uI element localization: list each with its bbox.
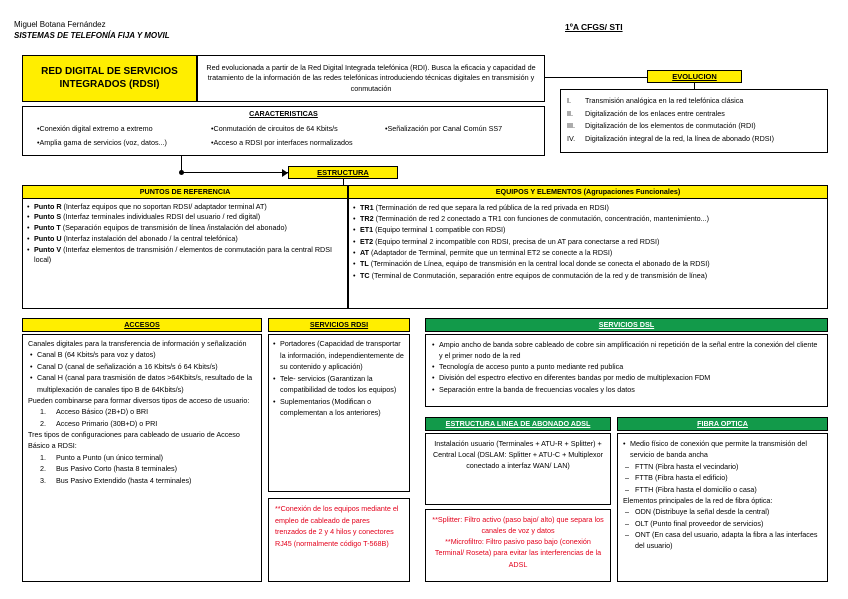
title-box xyxy=(22,55,197,102)
fibra-title: FIBRA OPTICA xyxy=(697,419,748,429)
estructura-title: ESTRUCTURA xyxy=(317,167,369,177)
equipos-title: EQUIPOS Y ELEMENTOS (Agrupaciones Funcionales) xyxy=(349,186,827,199)
equipo-item: • TR1 (Terminación de red que separa la red pública de la red privada en RDSI) xyxy=(353,202,823,213)
equipo-item: • TR2 (Terminación de red 2 conectado a TR1 con funciones de conmutación, concentración, mantenimiento...) xyxy=(353,213,823,224)
configuraciones-list xyxy=(28,452,256,486)
puntos-title: PUNTOS DE REFERENCIA xyxy=(23,186,347,199)
accesos-combine: Pueden combinarse para formar diversos tipos de acceso de usuario: xyxy=(28,395,250,405)
fibra-intro-list xyxy=(623,438,822,461)
caracteristica-item: •Conexión digital extremo a extremo xyxy=(37,124,153,133)
adsl-box xyxy=(425,433,611,505)
subject-title: SISTEMAS DE TELEFONÍA FIJA Y MOVIL xyxy=(14,31,170,40)
servicio-dsl-item: • División del espectro efectivo en diferentes bandas por medio de multiplexacion FDM xyxy=(432,372,821,383)
fibra-elemento-item: – OLT (Punto final proveedor de servicios) xyxy=(623,518,822,529)
adsl-instalacion: Instalación usuario (Terminales + ATU-R + Splitter) + xyxy=(434,439,602,448)
servicios-rdsi-title: SERVICIOS RDSI xyxy=(309,320,369,330)
equipo-item: • TC (Terminal de Conmutación, separación entre equipos de conmutación de la red y de transmisión de línea) xyxy=(353,270,823,281)
puntos-box xyxy=(22,185,348,309)
configuracion-item: 1. Punto a Punto (un único terminal) xyxy=(40,452,164,462)
canales-list xyxy=(28,349,256,395)
accesos-config: Tres tipos de configuraciones para cableado de usuario de Acceso Básico a RDSI: xyxy=(28,430,240,451)
evolucion-item: II. Digitalización de los enlaces entre centrales xyxy=(567,108,725,118)
main-title: RED DIGITAL DE SERVICIOS INTEGRADOS (RDSI) xyxy=(41,66,178,90)
fibra-box xyxy=(617,433,828,582)
servicios-dsl-list xyxy=(432,339,821,395)
evolucion-title: EVOLUCION xyxy=(672,71,717,81)
servicio-rdsi-item: • Portadores (Capacidad de transportar la información, independientemente de su contenido y aplicación) xyxy=(273,338,405,373)
fibra-tipo-item: – FTTN (Fibra hasta el vecindario) xyxy=(623,461,822,472)
estructura-connector-h xyxy=(181,172,288,173)
fibra-elementos-list xyxy=(623,506,822,552)
evolucion-item: IV. Digitalización integral de la red, la línea de abonado (RDSI) xyxy=(567,133,774,143)
punto-item: • Punto T (Separación equipos de transmisión de línea /instalación del abonado) xyxy=(27,223,343,234)
servicios-dsl-title: SERVICIOS DSL xyxy=(598,320,655,330)
tipo-acceso-item: 2. Acceso Primario (30B+D) o PRI xyxy=(40,418,158,428)
punto-item: • Punto R (Interfaz equipos que no soportan RDSI/ adaptador terminal AT) xyxy=(27,202,343,213)
estructura-title-box xyxy=(288,166,398,179)
evolucion-item: I. Transmisión analógica en la red telefónica clásica xyxy=(567,96,744,105)
fibra-elemento-item: – ONT (En casa del usuario, adapta la fibra a las interfaces del usuario) xyxy=(623,529,822,552)
configuracion-item: 3. Bus Pasivo Extendido (hasta 4 terminales) xyxy=(40,475,192,485)
caracteristicas-box xyxy=(22,106,545,156)
servicio-dsl-item: • Separación entre la banda de frecuencias vocales y los datos xyxy=(432,384,821,395)
punto-item: • Punto S (Interfaz terminales individuales RDSI del usuario / red digital) xyxy=(27,212,343,223)
puntos-list xyxy=(23,199,347,270)
evolucion-connector-h xyxy=(545,77,647,78)
fibra-elementos: Elementos principales de la red de fibra óptica: xyxy=(623,495,773,505)
canal-item: • Canal B (64 Kbits/s para voz y datos) xyxy=(30,349,256,360)
equipos-box xyxy=(348,185,828,309)
microfiltro-note: **Microfiltro: Filtro pasivo paso bajo (conexión Terminal/ Roseta) para evitar las interferencias de la ADSL xyxy=(434,537,602,569)
caracteristica-item: •Conmutación de circuitos de 64 Kbits/s xyxy=(211,124,338,133)
fibra-tipo-item: – FTTB (Fibra hasta el edificio) xyxy=(623,472,822,483)
caracteristica-item: •Amplia gama de servicios (voz, datos...) xyxy=(37,138,167,147)
fibra-elemento-item: – ODN (Distribuye la señal desde la central) xyxy=(623,506,822,517)
servicios-rdsi-title-box xyxy=(268,318,410,332)
adsl-title: ESTRUCTURA LINEA DE ABONADO ADSL xyxy=(445,419,591,429)
accesos-box xyxy=(22,334,262,582)
definition-box xyxy=(197,55,545,102)
author-name: Miguel Botana Fernández xyxy=(14,20,106,29)
caracteristicas-title: CARACTERISTICAS xyxy=(249,109,318,118)
equipo-item: • ET1 (Equipo terminal 1 compatible con RDSI) xyxy=(353,224,823,235)
servicios-rdsi-list xyxy=(273,338,405,419)
cableado-note: **Conexión de los equipos mediante el empleo de cableado de pares trenzados de 2 y 4 hilos y conectores RJ45 (normalmente código T-568B) xyxy=(275,504,399,548)
fibra-tipos-list xyxy=(623,461,822,495)
accesos-title: ACCESOS xyxy=(124,320,160,330)
servicios-dsl-title-box xyxy=(425,318,828,332)
equipo-item: • TL (Terminación de Línea, equipo de transmisión en la central local donde se conecta el abonado de la RDSI) xyxy=(353,258,823,269)
adsl-central: Central Local (DSLAM: Splitter + ATU-C + Multiplexor conectado a interfaz WAN/ LAN) xyxy=(432,450,604,471)
evolucion-list xyxy=(565,96,823,143)
canal-item: • Canal D (canal de señalización a 16 Kbits/s ó 64 Kbits/s) xyxy=(30,361,256,372)
evolucion-title-box xyxy=(647,70,742,83)
servicio-dsl-item: • Tecnología de acceso punto a punto mediante red publica xyxy=(432,361,821,372)
evolucion-item: III. Digitalización de los elementos de conmutación (RDI) xyxy=(567,121,756,130)
fibra-title-box xyxy=(617,417,828,431)
canal-item: • Canal H (canal para trasmisión de datos >64Kbits/s, resultado de la multiplexación de canales tipo B de 64Kbits/s) xyxy=(30,372,256,395)
equipos-list xyxy=(349,199,827,285)
fibra-tipo-item: – FTTH (Fibra hasta el domicilio o casa) xyxy=(623,484,822,495)
servicio-rdsi-item: • Suplementarios (Modifican o complementan a los anteriores) xyxy=(273,396,405,419)
punto-item: • Punto V (Interfaz elementos de transmisión / elementos de conmutación para la central RDSI local) xyxy=(27,245,343,267)
servicios-dsl-box xyxy=(425,334,828,407)
evolucion-box xyxy=(560,89,828,153)
tipo-acceso-item: 1. Acceso Básico (2B+D) o BRI xyxy=(40,407,149,417)
configuracion-item: 2. Bus Pasivo Corto (hasta 8 terminales) xyxy=(40,464,178,474)
adsl-notes-box xyxy=(425,509,611,582)
servicio-rdsi-item: • Tele- servicios (Garantizan la compatibilidad de todos los equipos) xyxy=(273,373,405,396)
accesos-intro: Canales digitales para la transferencia de información y señalización xyxy=(28,339,247,348)
course-label: 1ºA CFGS/ STI xyxy=(565,22,623,32)
fibra-intro: • Medio físico de conexión que permite la transmisión del servicio de banda ancha xyxy=(623,438,822,461)
cableado-note-box xyxy=(268,498,410,582)
equipo-item: • ET2 (Equipo terminal 2 incompatible con RDSI, precisa de un AT para conectarse a red RDSI) xyxy=(353,236,823,247)
tipos-acceso-list xyxy=(28,406,256,429)
servicios-rdsi-box xyxy=(268,334,410,492)
adsl-title-box xyxy=(425,417,611,431)
servicio-dsl-item: • Ampio ancho de banda sobre cableado de cobre sin amplificación ni repetición de la señal entre la conexión del cliente y el primer nodo de la red xyxy=(432,339,821,361)
equipo-item: • AT (Adaptador de Terminal, permite que un terminal ET2 se conecte a la RDSI) xyxy=(353,247,823,258)
caracteristica-item: •Acceso a RDSI por interfaces normalizados xyxy=(211,138,353,147)
accesos-title-box xyxy=(22,318,262,332)
splitter-note: **Splitter: Filtro activo (paso bajo/ alto) que separa los canales de voz y datos xyxy=(432,515,604,536)
punto-item: • Punto U (Interfaz instalación del abonado / la central telefónica) xyxy=(27,234,343,245)
definition-text: Red evolucionada a partir de la Red Digital Integrada telefónica (RDI). Busca la eficacia y capacidad de tratamiento de la información de las redes telefónicas introduciendo técnicas digitales en transmisión y conmutación xyxy=(206,62,536,93)
caracteristica-item: •Señalización por Canal Común SS7 xyxy=(385,124,503,133)
